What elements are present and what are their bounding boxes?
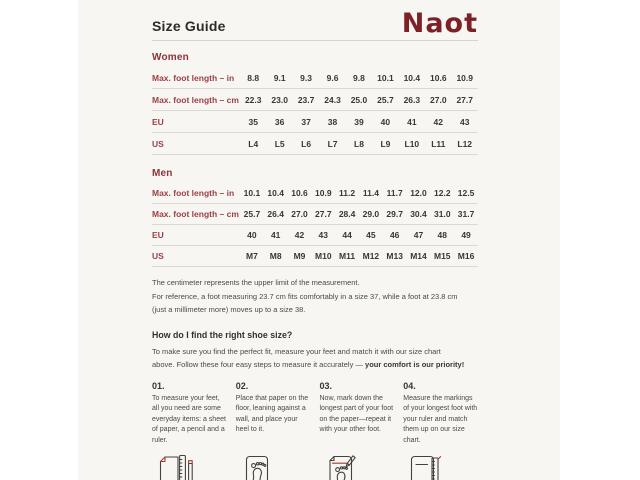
- size-value: 31.0: [434, 209, 451, 219]
- row-label: Max. foot length – in: [152, 72, 235, 83]
- size-value: 40: [380, 116, 391, 127]
- row-values: [240, 95, 478, 105]
- step-text: To measure your feet, all you need are some everyday items: a sheet of paper, a pencil and a ruler.: [152, 394, 226, 444]
- row-values: [240, 73, 478, 83]
- women-size-table: [152, 67, 478, 155]
- size-value: 12.0: [410, 188, 427, 198]
- men-section-heading: Men: [152, 168, 173, 179]
- size-value: 45: [366, 230, 376, 240]
- size-value: 49: [461, 230, 471, 240]
- row-label: EU: [152, 230, 164, 240]
- step-3: [320, 381, 395, 447]
- size-value: 11.2: [339, 188, 356, 198]
- row-values: [240, 251, 478, 261]
- size-value: 44: [342, 230, 352, 240]
- size-value: 10.4: [267, 188, 284, 198]
- row-values: [240, 188, 478, 198]
- size-value: 48: [437, 230, 447, 240]
- size-value: 10.6: [291, 188, 308, 198]
- size-value: 27.0: [430, 94, 447, 105]
- size-value: M12: [362, 251, 380, 261]
- men-size-table: [152, 183, 478, 267]
- row-label: US: [152, 138, 164, 149]
- size-value: 11.7: [386, 188, 403, 198]
- size-table-row: [152, 89, 478, 111]
- size-value: 42: [433, 116, 444, 127]
- step-text: Place that paper on the floor, leaning against a wall, and place your heel to it.: [235, 394, 309, 433]
- size-value: 28.4: [338, 209, 356, 219]
- size-value: L5: [274, 138, 285, 149]
- size-value: 9.3: [300, 72, 312, 83]
- size-value: M13: [386, 251, 403, 261]
- size-value: 29.7: [386, 209, 403, 219]
- size-value: 12.5: [457, 188, 475, 198]
- size-value: 27.7: [456, 94, 473, 105]
- row-label: Max. foot length – in: [152, 188, 235, 198]
- size-value: L12: [457, 138, 473, 149]
- row-values: [240, 230, 478, 240]
- size-table-row: [152, 225, 478, 246]
- size-value: L11: [431, 138, 446, 149]
- size-value: 26.4: [267, 209, 284, 219]
- size-value: 10.1: [377, 72, 394, 83]
- size-value: 23.0: [271, 94, 288, 105]
- size-value: 11.4: [362, 188, 379, 198]
- size-value: 37: [301, 116, 311, 127]
- row-values: [240, 139, 478, 149]
- size-value: M15: [434, 251, 451, 261]
- size-value: 10.1: [243, 188, 261, 198]
- size-value: 35: [248, 116, 258, 127]
- step-illustrations-row: [152, 450, 478, 480]
- howto-heading: How do I find the right shoe size?: [152, 329, 293, 340]
- size-value: M8: [269, 251, 282, 261]
- note-line-2: For reference, a foot measuring 23.7 cm fits comfortably in a size 37, while a foot at 23.8 cm: [152, 291, 458, 301]
- size-value: 39: [354, 116, 364, 127]
- row-label: Max. foot length – cm: [152, 94, 239, 105]
- steps-row: [152, 381, 478, 447]
- note-line-1: The centimeter represents the upper limit of the measurement.: [152, 278, 360, 287]
- row-label: Max. foot length – cm: [152, 209, 239, 219]
- size-value: 10.6: [430, 72, 447, 83]
- size-value: L7: [327, 138, 338, 149]
- size-value: 30.4: [410, 209, 427, 219]
- size-table-row: [152, 183, 478, 204]
- size-table-row: [152, 67, 478, 89]
- howto-intro-line-2-normal: above. Follow these four easy steps to measure it accurately —: [152, 359, 366, 369]
- size-value: 10.4: [403, 72, 421, 83]
- size-value: M10: [315, 251, 332, 261]
- size-value: 47: [413, 230, 424, 240]
- row-values: [240, 117, 478, 127]
- size-value: 27.0: [291, 209, 308, 219]
- size-value: 12.2: [434, 188, 451, 198]
- size-table-row: [152, 246, 478, 267]
- size-table-row: [152, 133, 478, 155]
- step-1: [152, 381, 227, 447]
- size-value: L4: [248, 138, 259, 149]
- step-number: 02.: [235, 380, 249, 391]
- row-label: US: [152, 251, 164, 261]
- step-text: Measure the markings of your longest foot with your ruler and match them up on our size chart.: [403, 394, 478, 444]
- note-line-3: (just a millimeter more) moves up to a size 38.: [152, 305, 306, 314]
- size-value: L9: [380, 138, 391, 149]
- step-text: Now, mark down the longest part of your foot on the paper—repeat it with your other foot.: [319, 394, 394, 433]
- size-value: 8.8: [247, 72, 260, 83]
- howto-intro-line-1: To make sure you find the perfect fit, measure your feet and match it with our size chart: [152, 346, 441, 356]
- size-value: 43: [459, 116, 470, 127]
- header-divider: [152, 40, 478, 41]
- size-value: L6: [301, 138, 312, 149]
- size-value: 9.8: [353, 72, 365, 83]
- size-value: 41: [270, 230, 281, 240]
- step-number: 03.: [319, 380, 333, 391]
- women-section-heading: Women: [152, 52, 189, 63]
- paper-ruler-icon: [403, 450, 478, 480]
- size-value: L8: [354, 138, 364, 149]
- row-values: [240, 209, 478, 219]
- size-value: 42: [294, 230, 305, 240]
- size-value: 10.9: [456, 72, 473, 83]
- size-value: 41: [407, 116, 417, 127]
- size-value: M14: [410, 251, 427, 261]
- step-number: 04.: [403, 380, 416, 391]
- size-guide-panel: [78, 0, 560, 480]
- paper-footprint-pencil-icon: [320, 450, 395, 480]
- step-number: 01.: [152, 380, 165, 391]
- size-value: 36: [274, 116, 285, 127]
- step-2: [236, 381, 311, 447]
- size-value: 24.3: [324, 94, 341, 105]
- howto-intro-line-2-bold: your comfort is our priority!: [365, 359, 465, 369]
- size-value: M9: [293, 251, 306, 261]
- howto-intro-line-2: [152, 358, 478, 371]
- size-table-row: [152, 111, 478, 133]
- paper-pencil-ruler-icon: [152, 450, 227, 480]
- step-4: [403, 381, 478, 447]
- size-value: 10.9: [315, 188, 332, 198]
- panel-header: [152, 10, 478, 38]
- size-value: 25.7: [243, 209, 261, 219]
- size-value: 26.3: [403, 94, 421, 105]
- size-value: L10: [404, 138, 420, 149]
- size-value: 46: [389, 230, 400, 240]
- paper-footprint-icon: [236, 450, 311, 480]
- size-value: M16: [457, 251, 475, 261]
- naot-logo: Naot: [401, 8, 478, 39]
- page-title: Size Guide: [152, 18, 226, 34]
- size-table-row: [152, 204, 478, 225]
- size-value: 27.7: [315, 209, 332, 219]
- howto-intro: [152, 345, 478, 371]
- measurement-note: [152, 276, 478, 317]
- size-value: 22.3: [244, 94, 262, 105]
- size-value: 23.7: [297, 94, 315, 105]
- size-value: M11: [339, 251, 356, 261]
- size-value: 38: [327, 116, 338, 127]
- size-value: M7: [245, 251, 258, 261]
- size-value: 25.0: [350, 94, 368, 105]
- row-label: EU: [152, 116, 164, 127]
- size-value: 9.1: [273, 72, 286, 83]
- size-value: 31.7: [457, 209, 475, 219]
- size-value: 29.0: [362, 209, 380, 219]
- size-value: 25.7: [377, 94, 394, 105]
- size-value: 40: [247, 230, 257, 240]
- size-value: 9.6: [326, 72, 339, 83]
- size-value: 43: [318, 230, 329, 240]
